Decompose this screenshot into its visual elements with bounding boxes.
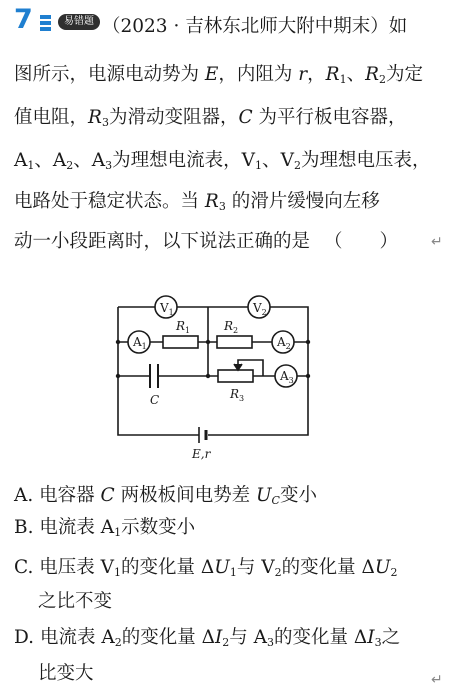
option-a[interactable]: A. 电容器 C 两极板间电势差 $U_C$变小 — [14, 485, 317, 507]
label-v2: $V_2$ — [253, 301, 267, 317]
label-c: C — [150, 393, 160, 407]
label-a3: $A_3$ — [280, 369, 294, 385]
label-r3: $R_3$ — [230, 387, 245, 403]
option-c[interactable]: C. 电压表 $V_1$的变化量 $\Delta U_1$与 $V_2$的变化量 $\Delta U_2$ — [14, 557, 398, 579]
slider-arrow — [234, 364, 242, 370]
option-c-cont: 之比不变 — [38, 591, 113, 612]
error-prone-badge: 易错题 — [58, 14, 100, 30]
resistor-r2 — [217, 336, 252, 348]
rheostat-r3 — [218, 370, 253, 382]
label-r1: $R_1$ — [176, 319, 191, 335]
option-b[interactable]: B. 电流表 $A_1$示数变小 — [14, 517, 196, 539]
stem-line-4: $A_1$、$A_2$、$A_3$为理想电流表，$V_1$、$V_2$为理想电压表， — [14, 150, 431, 172]
return-mark-end: ↵ — [431, 672, 443, 688]
stem-line-2: 图所示，电源电动势为 E，内阻为 r，$R_1$、$R_2$为定 — [14, 64, 424, 86]
label-source: E,r — [192, 447, 211, 461]
stem-line-5: 电路处于稳定状态。当 $R_3$ 的滑片缓慢向左移 — [14, 191, 380, 213]
option-d-cont: 比变大 — [38, 663, 94, 684]
label-r2: $R_2$ — [224, 319, 239, 335]
stem-line-3: 值电阻，$R_3$为滑动变阻器，C 为平行板电容器， — [14, 107, 407, 129]
resistor-r1 — [163, 336, 198, 348]
return-mark: ↵ — [431, 234, 443, 250]
label-a2: $A_2$ — [277, 335, 291, 351]
option-d[interactable]: D. 电流表 $A_2$的变化量 $\Delta I_2$与 $A_3$的变化量 $\Delta I_3$之 — [14, 627, 401, 649]
label-a1: $A_1$ — [133, 335, 147, 351]
question-source: （2023 · 吉林东北师大附中期末）如 — [102, 16, 408, 37]
label-v1: $V_1$ — [160, 301, 174, 317]
question-number: 7 — [14, 4, 33, 35]
stem-line-6: 动一小段距离时，以下说法正确的是 （ ） — [14, 231, 399, 252]
